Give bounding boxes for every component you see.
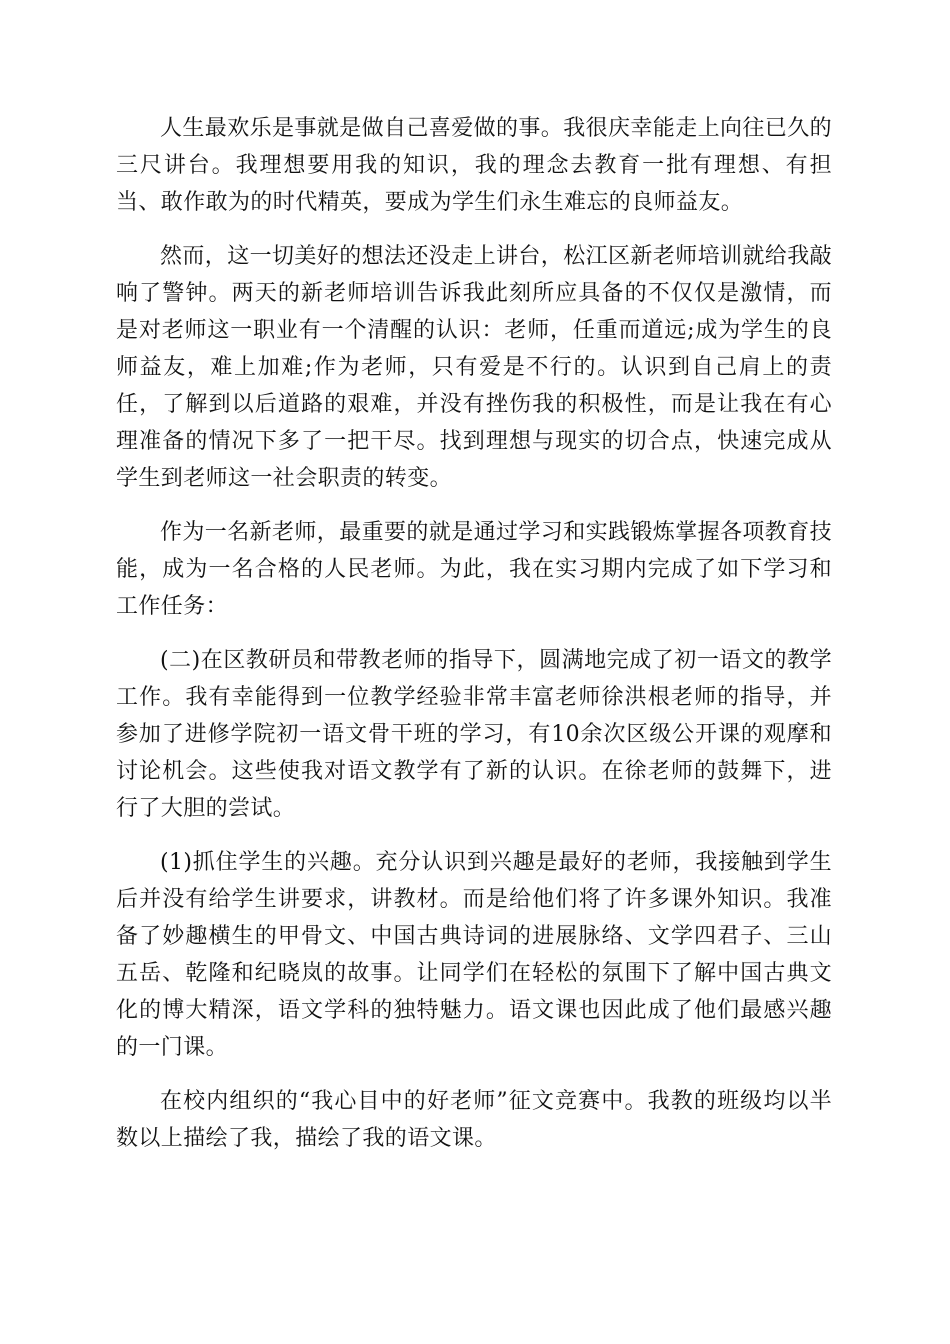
paragraph-4: (二)在区教研员和带教老师的指导下，圆满地完成了初一语文的教学工作。我有幸能得到一位教学经验非常丰富老师徐洪根老师的指导，并参加了进修学院初一语文骨干班的学习，有10余次区级公开课的观摩和讨论机会。这些使我对语文教学有了新的认识。在徐老师的鼓舞下，进行了大胆的尝试。: [116, 648, 832, 821]
paragraph-6: 在校内组织的“我心目中的好老师”征文竞赛中。我教的班级均以半数以上描绘了我，描绘了我的语文课。: [116, 1089, 832, 1151]
paragraph-2: 然而，这一切美好的想法还没走上讲台，松江区新老师培训就给我敲响了警钟。两天的新老师培训告诉我此刻所应具备的不仅仅是激情，而是对老师这一职业有一个清醒的认识：老师，任重而道远;成为学生的良师益友，难上加难;作为老师，只有爱是不行的。认识到自己肩上的责任，了解到以后道路的艰难，并没有挫伤我的积极性，而是让我在有心理准备的情况下多了一把干尽。找到理想与现实的切合点，快速完成从学生到老师这一社会职责的转变。: [116, 244, 833, 491]
paragraph-1: 人生最欢乐是事就是做自己喜爱做的事。我很庆幸能走上向往已久的三尺讲台。我理想要用我的知识，我的理念去教育一批有理想、有担当、敢作敢为的时代精英，要成为学生们永生难忘的良师益友。: [116, 116, 833, 215]
paragraph-3: 作为一名新老师，最重要的就是通过学习和实践锻炼掌握各项教育技能，成为一名合格的人民老师。为此，我在实习期内完成了如下学习和工作任务：: [116, 520, 833, 619]
paragraph-5: (1)抓住学生的兴趣。充分认识到兴趣是最好的老师，我接触到学生后并没有给学生讲要求，讲教材。而是给他们将了许多课外知识。我准备了妙趣横生的甲骨文、中国古典诗词的进展脉络、文学四君子、三山五岳、乾隆和纪晓岚的故事。让同学们在轻松的氛围下了解中国古典文化的博大精深，语文学科的独特魅力。语文课也因此成了他们最感兴趣的一门课。: [116, 850, 832, 1060]
